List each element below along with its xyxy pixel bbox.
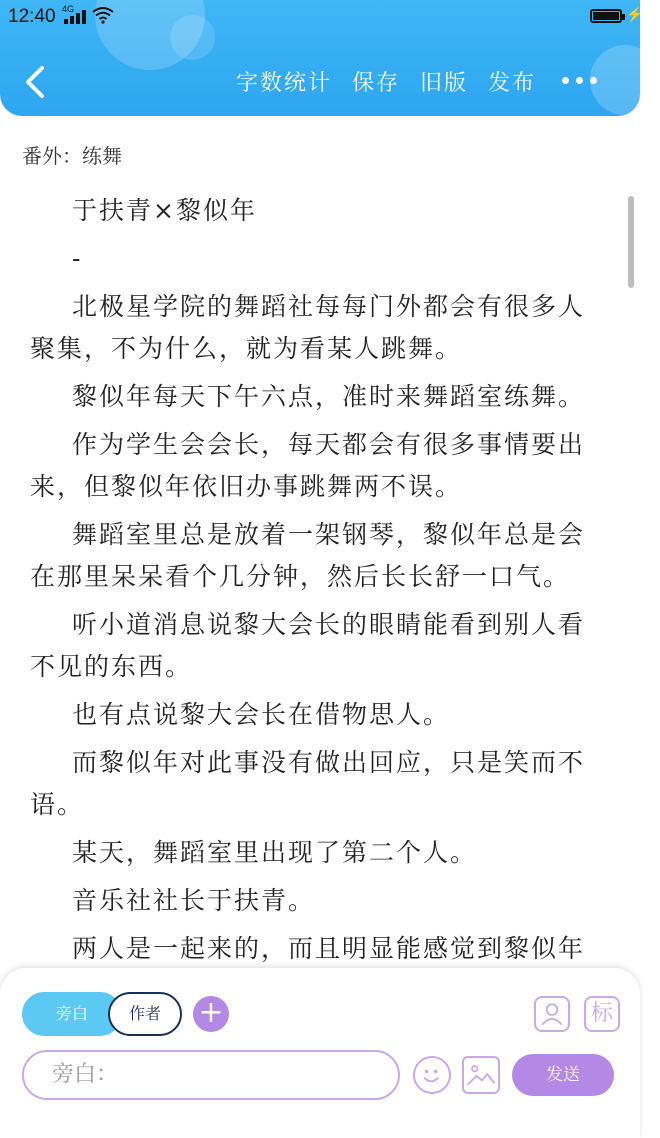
chapter-title: 番外：练舞 (22, 144, 122, 168)
decor-bubble (590, 45, 660, 115)
send-button[interactable]: 发送 (512, 1054, 614, 1096)
charging-icon: ⚡ (626, 6, 644, 22)
publish-button[interactable]: 发布 (488, 71, 537, 96)
character-icon[interactable] (534, 996, 570, 1032)
paragraph: 舞蹈室里总是放着一架钢琴，黎似年总是会在那里呆呆看个几分钟，然后长长舒一口气。 (30, 520, 586, 591)
battery-icon (590, 9, 622, 23)
back-arrow-icon[interactable] (22, 64, 50, 100)
story-content (30, 190, 600, 968)
old-version-button[interactable]: 旧版 (420, 71, 469, 96)
paragraph: 音乐社社长于扶青。 (72, 886, 316, 915)
app-header (0, 0, 644, 116)
signal-icon (64, 10, 86, 24)
status-bar (0, 0, 644, 32)
emoji-icon[interactable] (413, 1056, 451, 1094)
paragraph: 听小道消息说黎大会长的眼睛能看到别人看不见的东西。 (30, 610, 586, 681)
paragraph: 黎似年每天下午六点，准时来舞蹈室练舞。 (72, 382, 586, 411)
image-icon[interactable] (462, 1056, 500, 1094)
composer-panel (0, 968, 640, 1138)
paragraph: - (72, 244, 83, 273)
add-role-button[interactable]: + (193, 996, 229, 1032)
wifi-icon (92, 6, 114, 24)
message-input[interactable]: 旁白： (22, 1050, 400, 1100)
save-button[interactable]: 保存 (352, 71, 401, 96)
paragraph: 也有点说黎大会长在借物思人。 (72, 700, 451, 729)
paragraph: 作为学生会会长，每天都会有很多事情要出来，但黎似年依旧办事跳舞两不误。 (30, 430, 586, 501)
tag-icon[interactable]: 标 (584, 996, 620, 1032)
paragraph: 而黎似年对此事没有做出回应，只是笑而不语。 (30, 748, 586, 819)
paragraph: 某天，舞蹈室里出现了第二个人。 (72, 838, 478, 867)
status-time: 12:40 (8, 6, 56, 27)
word-count-button[interactable]: 字数统计 (236, 71, 333, 96)
more-options-icon[interactable] (560, 70, 600, 90)
paragraph: 两人是一起来的，而且明显能感觉到黎似年 (72, 934, 586, 963)
paragraph: 于扶青×黎似年 (72, 196, 257, 225)
network-type: 4G (62, 4, 75, 14)
scrollbar[interactable] (628, 196, 634, 288)
paragraph: 北极星学院的舞蹈社每每门外都会有很多人聚集，不为什么，就为看某人跳舞。 (30, 292, 586, 363)
role-author-button[interactable]: 作者 (108, 992, 182, 1036)
role-narration-button[interactable]: 旁白 (22, 992, 122, 1036)
